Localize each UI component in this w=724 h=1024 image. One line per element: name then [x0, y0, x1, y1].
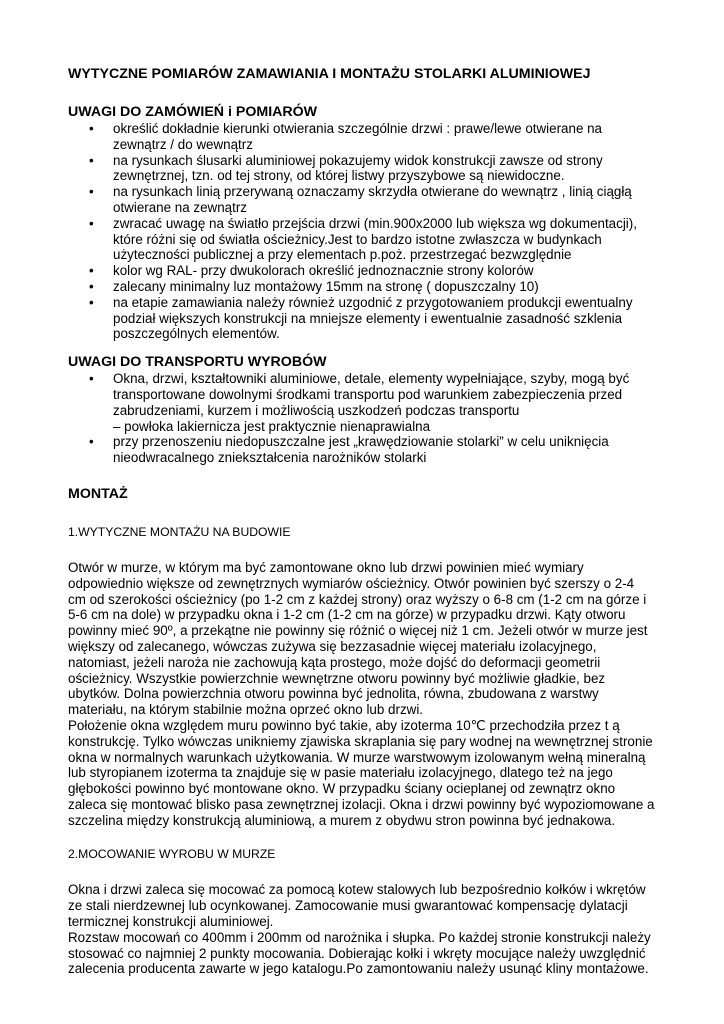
paragraph-text-line: ubytków. Dolna powierzchnia otworu powinna być jednolita, równa, zbudowana z warstwy — [68, 686, 599, 702]
orders-list-item-text-line: zwracać uwagę na światło przejścia drzwi (min.900x2000 lub większa wg dokumentacji), — [113, 215, 637, 231]
paragraph-text-line: odpowiednio większe od zewnętrznych wymiarów ościeżnicy. Otwór powinien być szerszy o 2-4 — [68, 575, 635, 591]
bullet-marker: • — [89, 184, 94, 200]
orders-list-item-text-line: zewnętrznej, tzn. od tej strony, od której listwy przyszybowe są niewidoczne. — [113, 168, 565, 184]
orders-list-item — [68, 216, 668, 263]
paragraph-text-line: ze stali nierdzewnej lub ocynkowanej. Zamocowanie musi gwarantować kompensację dylatacji — [68, 898, 628, 914]
orders-section-heading: UWAGI DO ZAMÓWIEŃ i POMIARÓW — [68, 104, 318, 120]
orders-list-item — [68, 263, 668, 279]
bullet-marker: • — [89, 152, 94, 168]
paragraph-text-line: materiału, na którym stabilnie można oprzeć okno lub drzwi. — [68, 702, 424, 718]
bullet-marker: • — [89, 263, 94, 279]
transport-list-item-text-line: zabrudzeniami, kurzem i możliwością uszkodzeń podczas transportu — [113, 402, 520, 418]
paragraph-text-line: zaleca się montować blisko pasa zewnętrznej izolacji. Okna i drzwi powinny być wypoziomowane a — [68, 796, 655, 812]
orders-list-item-text-line: zewnątrz / do wewnątrz — [113, 136, 253, 152]
paragraph-text-line: konstrukcję. Tylko wówczas unikniemy zjawiska skraplania się pary wodnej na wewnętrznej stronie — [68, 733, 653, 749]
orders-list-item-text-line: określić dokładnie kierunki otwierania szczególnie drzwi : prawe/lewe otwierane na — [113, 121, 603, 136]
bullet-marker: • — [89, 371, 94, 387]
orders-list-item-text-line: podział większych konstrukcji na mniejsze elementy i ewentualnie zasadność szklenia — [113, 310, 623, 326]
transport-list-item — [68, 371, 668, 434]
transport-list-item-text-line: Okna, drzwi, kształtowniki aluminiowe, detale, elementy wypełniające, szyby, mogą być — [113, 371, 630, 387]
paragraph-text-line: powinny mieć 90º, a przekątne nie powinny się różnić o więcej niż 1 cm. Jeżeli otwór w murze jest — [68, 623, 648, 639]
montaz-guidelines-paragraph — [68, 560, 668, 829]
transport-list-item — [68, 434, 668, 466]
document-title: WYTYCZNE POMIARÓW ZAMAWIANIA I MONTAŻU STOLARKI ALUMINIOWEJ — [68, 66, 591, 82]
montaz-guidelines-subheading: 1.WYTYCZNE MONTAŻU NA BUDOWIE — [68, 524, 291, 539]
orders-list-item — [68, 184, 668, 216]
paragraph-text-line: okna w normalnych warunkach użytkowania. W murze warstwowym izolowanym wełną mineralną — [68, 749, 646, 765]
bullet-marker: • — [89, 215, 94, 231]
mounting-paragraph — [68, 882, 668, 977]
transport-section-heading: UWAGI DO TRANSPORTU WYROBÓW — [68, 354, 327, 371]
orders-list-item — [68, 121, 668, 153]
paragraph-text-line: lub styropianem izoterma ta znajduje się w pasie materiału izolacyjnego, dlatego też na jego — [68, 765, 613, 781]
orders-list-item-text-line: które różni się od światła ościeżnicy.Jest to bardzo istotne zwłaszcza w budynkach — [113, 231, 602, 247]
orders-list-item — [68, 295, 668, 342]
paragraph-text-line: natomiast, jeżeli naroża nie zachowują kąta prostego, może dojść do deformacji geometrii — [68, 654, 601, 670]
montaz-section-heading: MONTAŻ — [68, 485, 128, 502]
transport-list-item-text-line: – powłoka lakiernicza jest praktycznie nienaprawialna — [113, 418, 431, 434]
paragraph-text-line: Otwór w murze, w którym ma być zamontowane okno lub drzwi powinien mieć wymiary — [68, 559, 584, 575]
orders-list-item — [68, 153, 668, 185]
orders-list-item — [68, 279, 668, 295]
transport-list-item-text-line: transportowane dowolnymi środkami transportu pod warunkiem zabezpieczenia przed — [113, 386, 623, 402]
orders-list-item-text-line: na rysunkach linią przerywaną oznaczamy skrzydła otwierane do wewnątrz , linią ciągłą — [113, 184, 632, 200]
orders-list-item-text-line: na etapie zamawiania należy również uzgodnić z przygotowaniem produkcji ewentualny — [113, 294, 633, 310]
orders-list-item-text-line: użyteczności publicznej a przy elementach p.poż. przestrzegać bezwzględnie — [113, 247, 572, 263]
paragraph-text-line: szczelina między konstrukcją aluminiową, a murem z obydwu stron powinna być jednakowa. — [68, 812, 616, 828]
paragraph-text-line: 5-6 cm na dole) w przypadku okna i 1-2 cm (1-2 cm na górze) w przypadku drzwi. Kąty otworu — [68, 607, 626, 623]
transport-list-item-text-line: przy przenoszeniu niedopuszczalne jest „krawędziowanie stolarki” w celu uniknięcia — [113, 434, 609, 450]
transport-list-item-text-line: nieodwracalnego zniekształcenia narożników stolarki — [113, 450, 427, 466]
transport-bullet-list — [68, 371, 668, 466]
paragraph-text-line: termicznej konstrukcji aluminiowej. — [68, 914, 274, 930]
bullet-marker: • — [89, 278, 94, 294]
orders-list-item-text-line: otwierane na zewnątrz — [113, 199, 247, 215]
paragraph-text-line: Rozstaw mocowań co 400mm i 200mm od narożnika i słupka. Po każdej stronie konstrukcji należy — [68, 929, 651, 945]
document-page — [68, 66, 668, 977]
paragraph-text-line: zalecenia producenta zawarte w jego katalogu.Po zamontowaniu należy usunąć kliny montażowe. — [68, 961, 649, 977]
bullet-marker: • — [89, 294, 94, 310]
bullet-marker: • — [89, 434, 94, 450]
paragraph-text-line: cm od szerokości ościeżnicy (po 1-2 cm z każdej strony) oraz wyższy o 6-8 cm (1-2 cm na górze i — [68, 591, 647, 607]
orders-list-item-text-line: poszczególnych elementów. — [113, 326, 280, 342]
paragraph-text-line: większy od zalecanego, wówczas zużywa się bezzasadnie więcej materiału izolacyjnego, — [68, 638, 597, 654]
paragraph-text-line: Położenie okna względem muru powinno być takie, aby izoterma 10℃ przechodziła przez t ą — [68, 717, 620, 733]
paragraph-text-line: stosować co najmniej 2 punkty mocowania. Dobierając kołki i wkręty mocujące należy uwzględnić — [68, 945, 646, 961]
orders-list-item-text-line: na rysunkach ślusarki aluminiowej pokazujemy widok konstrukcji zawsze od strony — [113, 152, 603, 168]
paragraph-text-line: głębokości powinno być montowane okno. W przypadku ściany ocieplanej od zewnątrz okno — [68, 781, 616, 797]
mounting-subheading: 2.MOCOWANIE WYROBU W MURZE — [68, 847, 276, 862]
paragraph-text-line: ościeżnicy. Wszystkie powierzchnie wewnętrzne otworu powinny być możliwie gładkie, bez — [68, 670, 606, 686]
orders-bullet-list — [68, 121, 668, 342]
orders-list-item-text-line: kolor wg RAL- przy dwukolorach określić jednoznacznie strony kolorów — [113, 263, 534, 279]
orders-list-item-text-line: zalecany minimalny luz montażowy 15mm na stronę ( dopuszczalny 10) — [113, 278, 539, 294]
paragraph-text-line: Okna i drzwi zaleca się mocować za pomocą kotew stalowych lub bezpośrednio kołków i wkrętów — [68, 882, 646, 898]
bullet-marker: • — [89, 121, 94, 136]
